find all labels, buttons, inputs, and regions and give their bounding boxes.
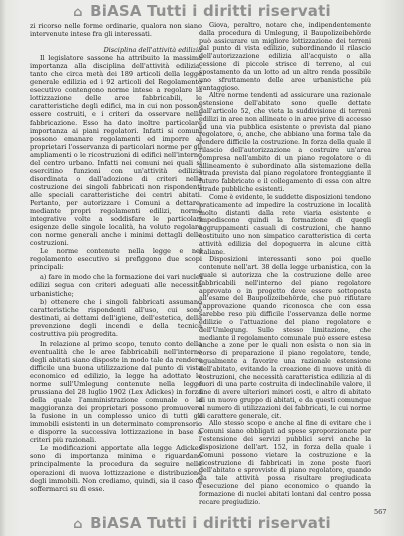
body-paragraph: Le norme contenute nella legge e nel regolamento esecutivo si prefiggono due scopi principali: — [30, 247, 202, 272]
watermark-text: BiASA Tutti i diritti riservati — [90, 2, 331, 20]
body-paragraph: Come è evidente, le suddette disposizioni tendono praticamente ad impedire la costruzione in località molto distanti dalla rete viaria esistente e impediscono quindi la formazione di quegli aggruppamenti casuali di costruzioni, che hanno costituito uno non simpatico caratteristica di certa attività edilizia del dopoguerra in alcune città italiane. — [199, 193, 371, 256]
section-heading: Disciplina dell'attività edilizia — [103, 46, 202, 55]
spacer — [30, 38, 202, 46]
list-item: a) fare in modo che la formazione dei vari nuclei edilizi segua con criteri adeguati alle necessità urbanistiche; — [30, 273, 202, 298]
body-paragraph: Disposizioni interessanti sono poi quelle contenute nell'art. 38 della legge urbanistica, con la quale si autorizza che la costruzione delle aree fabbricabili nell'interno del piano regolatore approvato o in progetto deve essere sottoposta all'esame del Baupolizeibehörde, che può rifiutare l'approvazione quando riconosca che con essa sarebbe reso più difficile l'osservanza delle norme edilizie o l'attuazione del piano regolatore e dell'Umlegung. Sullo stesso limitazione, che mediante il regolamento comunale può essere estesa anche a zone per le quali non esista o non sia in corso di preparazione il piano regolatore, tende, ugualmente a favorire una razionale estensione dell'abitato, evitando la creazione di nuove unità di costruzioni, che necessità caratteristica edilizia al di fuori di una parte costruita di indeclinabile valore, il fine di avere ulteriori minori costi, e altro di abitato di un nuovo gruppo di abitati, e da questi comunque al numero di utilizzazioni dei fabbricati, le cui norme di carattere generale, cit. — [199, 256, 371, 420]
biasa-logo-icon: ⌂ — [73, 5, 83, 20]
body-paragraph: Allo stesso scopo e anche al fine di evitare che i Comuni siano obbligati ad spese sproporzionate per l'estensione dei servizi pubblici servì anche la disposizione dell'art. 152, in forza della quale i Comuni possono vietare la costruzione e la ricostruzione di fabbricati in zone poste fuori dell'abitato e sprovviste di piano regolatore, quando da tale attività possa risultare pregiudicata l'esecuzione del piano economico o quando la formazione di nuclei abitati lontani dal centro possa recare pregiudizio. — [199, 420, 371, 506]
purpose-list — [30, 273, 202, 337]
left-column — [30, 22, 202, 493]
intro-paragraph: zi ricorso nelle forme ordinarie, qualora non siano intervenute intese fra gli interessati. — [30, 22, 202, 39]
biasa-logo-icon: ⌂ — [73, 517, 83, 532]
list-item: b) ottenere che i singoli fabbricati assumano caratteristiche rispondenti all'uso, cui sono destinati, ai dettami dell'igiene, dell'estetica, della prevenzione degli incendi e della tecnica costruttiva più progredita. — [30, 297, 202, 338]
body-paragraph: Le modificazioni apportate alla legge Adickes sono di importanza minima e riguardano principalmente la procedura da seguire nelle operazioni di nuova lottizzazione e distribuzione degli immobili. Non crediamo, quindi, sia il caso di soffermarci su di esse. — [30, 444, 202, 493]
page-number: 567 — [374, 508, 387, 516]
watermark-text: BiASA Tutti i diritti riservati — [90, 514, 331, 532]
body-paragraph: Altre norme tendenti ad assicurare una razionale estensione dell'abitato sono quelle dettate dall'articolo 52, che vieta la suddivisione di terreni edilizi in aree non allineate o in aree prive di accesso ad una via pubblica esistente o prevista dal piano regolatore, o, anche, che abbiano una forma tale da rendere difficile la costruzione. In forza della quale il rilascio dell'autorizzazione a costruire un'area compresa nell'ambito di un piano regolatore o di allineamento è subordinato alla sistemazione della strada prevista dal piano regolatore fronteggiante il futuro fabbricato e il collegamento di essa con altre strade pubbliche esistenti. — [199, 92, 371, 194]
watermark-top — [0, 2, 404, 20]
body-paragraph: Giova, peraltro, notare che, indipendentemente dalla procedura di Umlegung, il Baupolizeibehörde può assicurare un migliore lottizzazione dei terreni dal punto di vista edilizio, subordinando il rilascio dell'autorizzazione edilizia all'acquisto o alla cessione di piccole strisce di terreno, al cui spostamento da un lotto ad un altro renda possibile uno sfruttamento delle aree urbanistiche più vantaggioso. — [199, 22, 371, 92]
body-paragraph: Il legislatore sassone ha attribuito la massima importanza alla disciplina dell'attività edilizia, tanto che circa metà dei 189 articoli della legge generale edilizia ed i 92 articoli del Regolamento esecutivo contengono norme intese a regolare la lottizzazione delle aree fabbricabili, le caratteristiche degli edifici, ma in cui non possono essere costruiti, e i criteri da osservare nella fabbricazione. Esso ha dato inoltre particolare importanza ai piani regolatori. Infatti si comuni possono emanare regolamenti ed imporre ai proprietari l'osservanza di particolari norme per gli ampliamenti o le ricostruzioni di edifici nell'interno del centro urbano. Infatti nei comuni nei quali si esercitino funzioni con un'attività edilizia disordinata o dall'adozione di criteri nella costruzione dei singoli fabbricati non rispondenti alle speciali caratteristiche dei centri abitati. Pertanto, per autorizzare i Comuni a dettare, mediante propri regolamenti edilizi, norme integrative volte a soddisfare le particolari esigenze delle singole località, ha voluto regolare con norme generali anche i minimi dettagli delle costruzioni. — [30, 54, 202, 248]
right-column — [199, 22, 371, 506]
watermark-bottom — [0, 514, 404, 532]
body-paragraph: In relazione al primo scopo, tenuto conto della eventualità che le aree fabbricabili nell'interno degli abitati siano disposte in modo tale da rendere difficile una buona utilizzazione dal punto di vista economico ed edilizio, la legge ha adottato le norme sull'Umlegung contenute nella legge prussiana del 28 luglio 1902 (Lex Adickes) in forza della quale l'amministrazione comunale o la maggioranza dei proprietari possono promuovere la fusione in un complesso unico di tutti gli immobili esistenti in un determinato comprensorio e disporre la successiva lottizzazione in base a criteri più razionali. — [30, 339, 202, 445]
